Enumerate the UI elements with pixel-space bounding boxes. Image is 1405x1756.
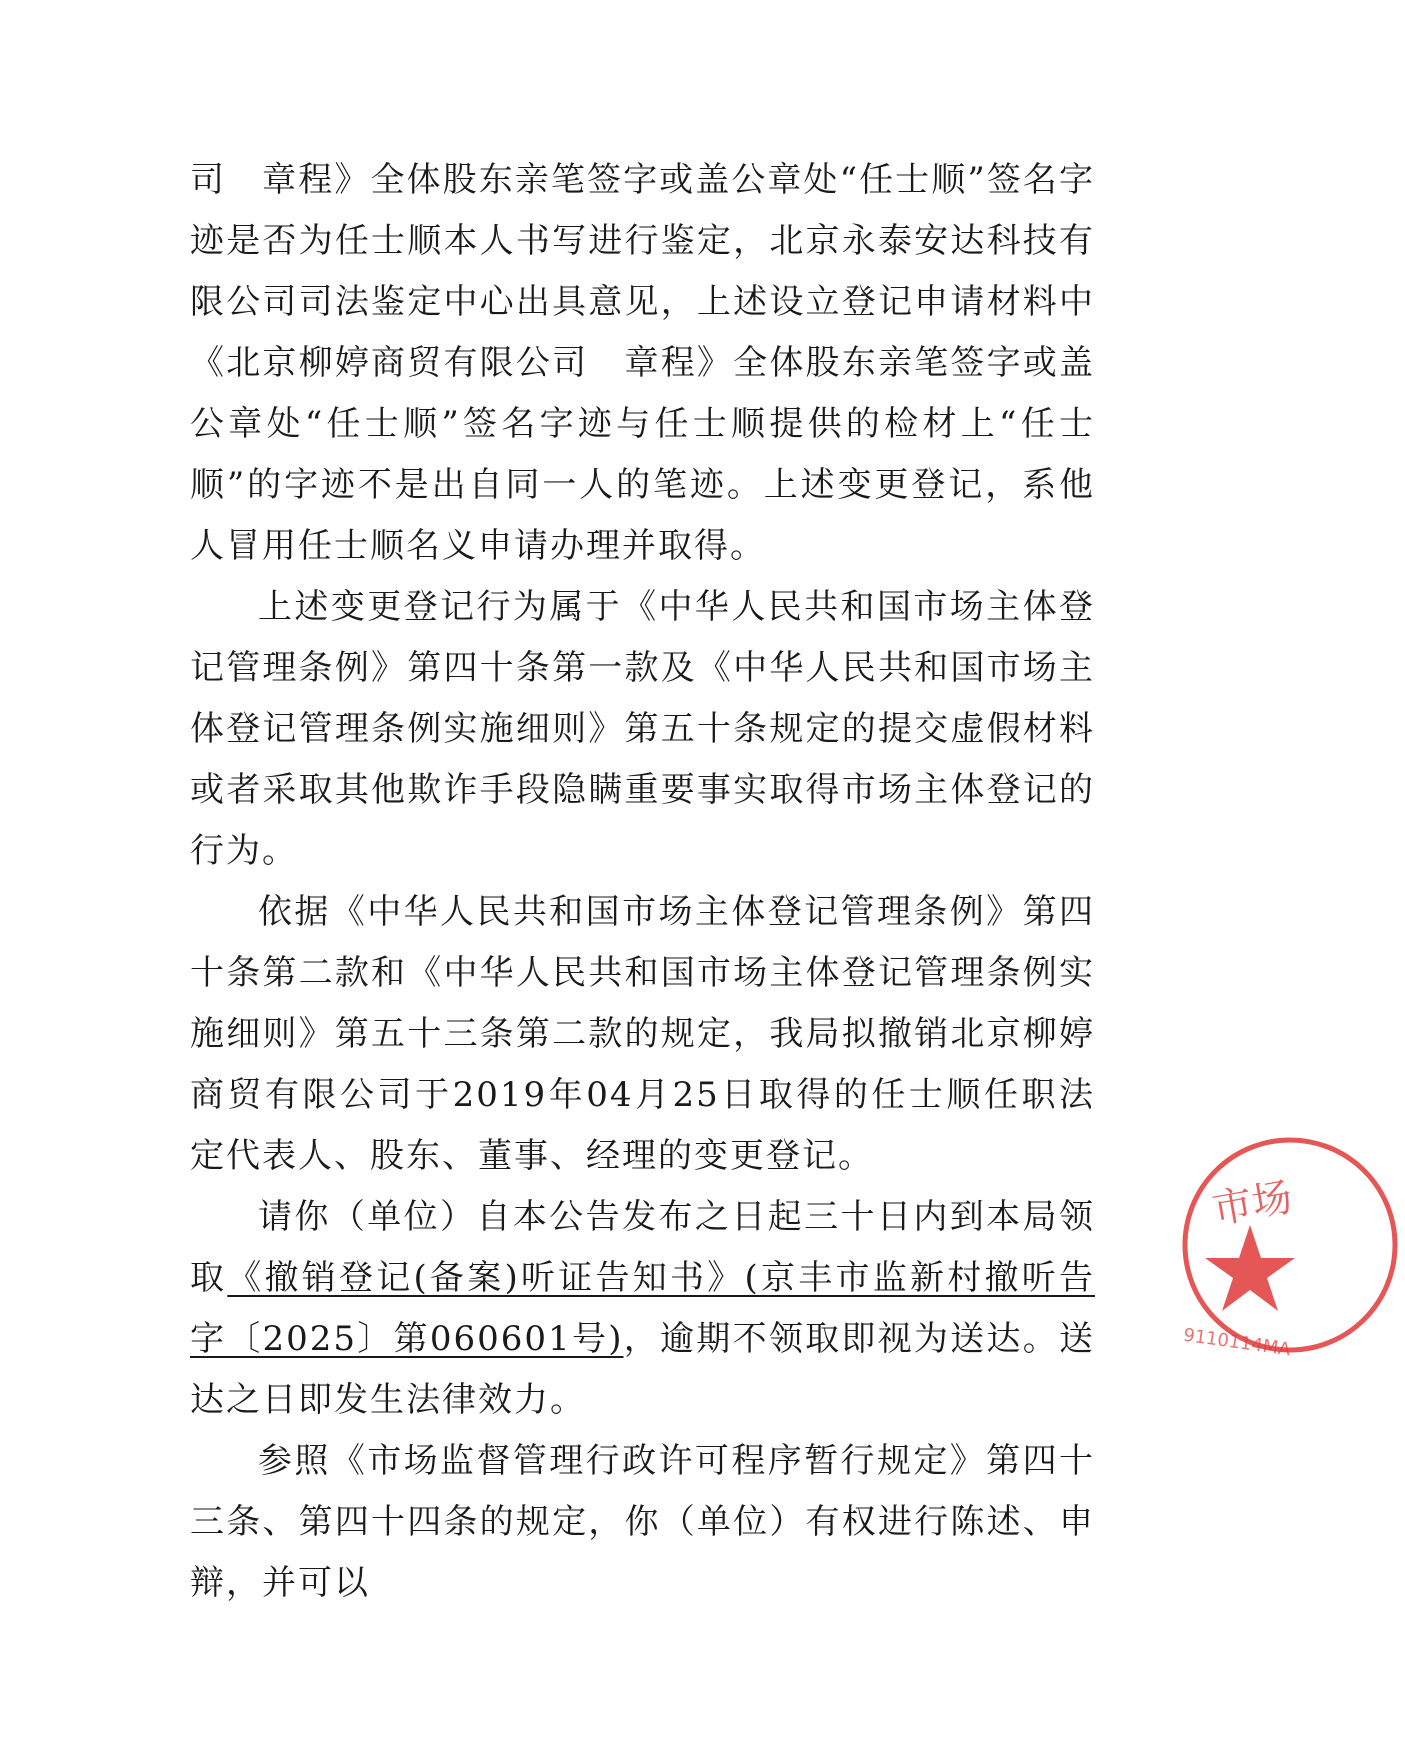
paragraph-1: 司 章程》全体股东亲笔签字或盖公章处“任士顺”签名字迹是否为任士顺本人书写进行鉴定，北京永泰安达科技有限公司司法鉴定中心出具意见，上述设立登记申请材料中《北京柳婷商贸有限公司 章程》全体股东亲笔签字或盖公章处“任士顺”签名字迹与任士顺提供的检材上“任士顺”的字迹不是出自同一人的笔迹。上述变更登记，系他人冒用任士顺名义申请办理并取得。 <box>190 160 1095 566</box>
paragraph-2: 上述变更登记行为属于《中华人民共和国市场主体登记管理条例》第四十条第一款及《中华人民共和国市场主体登记管理条例实施细则》第五十条规定的提交虚假材料或者采取其他欺诈手段隐瞒重要事实取得市场主体登记的行为。 <box>190 587 1095 871</box>
seal-serial: 9110114MA <box>1181 1324 1292 1361</box>
paragraph-4-tail: ，逾期不领取即视为送达。送达之日即发生法律效力。 <box>190 1319 1095 1420</box>
seal-star-icon <box>1205 1225 1295 1311</box>
paragraph-4 <box>190 1187 1095 1431</box>
seal-text: 市场 <box>1208 1174 1296 1234</box>
notice-document-title: 《撤销登记(备案)听证告知书》(京丰市监新村撤听告字〔2025〕第060601号) <box>190 1258 1095 1359</box>
document-body <box>190 150 1095 1614</box>
official-seal <box>1175 1130 1405 1360</box>
paragraph-4-lead: 请你（单位）自本公告发布之日起三十日内到本局领取 <box>190 1197 1095 1298</box>
paragraph-5: 参照《市场监督管理行政许可程序暂行规定》第四十三条、第四十四条的规定，你（单位）有权进行陈述、申辩，并可以 <box>190 1441 1095 1603</box>
paragraph-3: 依据《中华人民共和国市场主体登记管理条例》第四十条第二款和《中华人民共和国市场主体登记管理条例实施细则》第五十三条第二款的规定，我局拟撤销北京柳婷商贸有限公司于2019年04月25日取得的任士顺任职法定代表人、股东、董事、经理的变更登记。 <box>190 892 1095 1176</box>
